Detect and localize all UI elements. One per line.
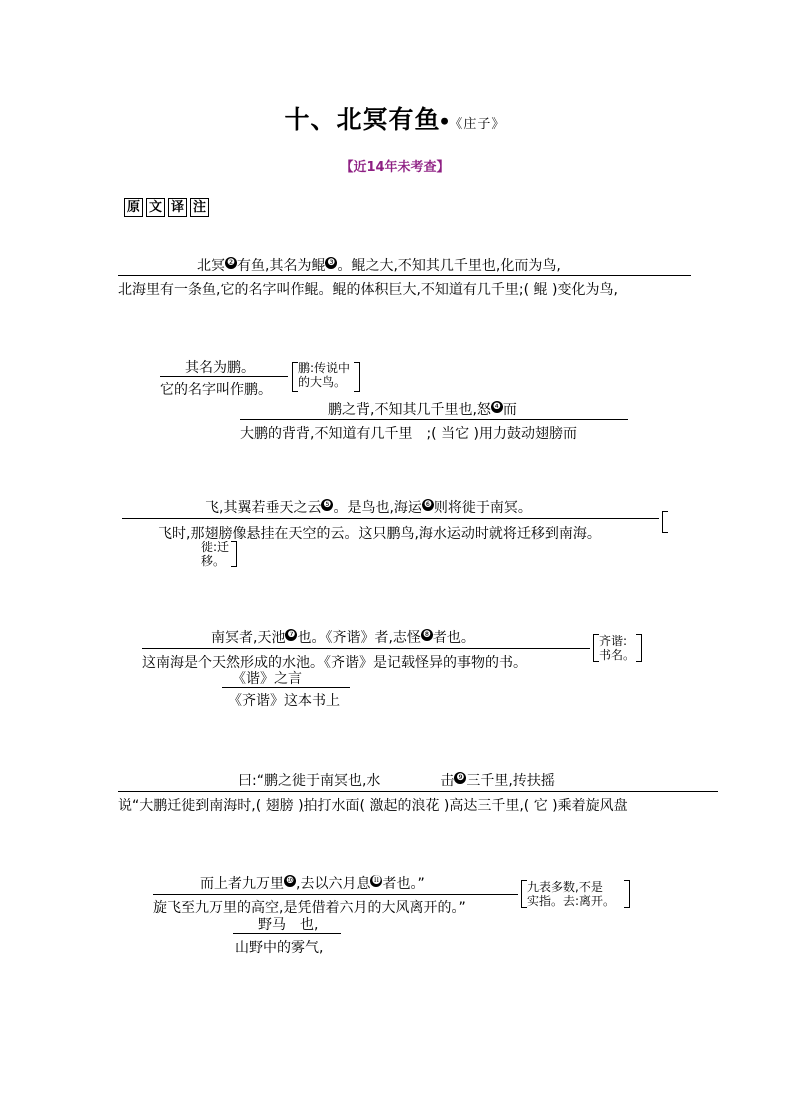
note-line: 九表多数,不是 xyxy=(527,880,603,894)
translation-line: 山野中的雾气, xyxy=(235,940,324,956)
divider-line xyxy=(122,518,659,519)
note-bracket xyxy=(662,511,668,533)
footnote-marker: ❸ xyxy=(327,258,336,268)
text-segment: ,去以六月息 xyxy=(296,876,371,892)
translation-line: 《齐谐》这本书上 xyxy=(228,693,340,709)
text-segment: 者也。 xyxy=(432,630,475,646)
section-char: 译 xyxy=(168,198,187,217)
text-segment: 有鱼,其名为鲲 xyxy=(237,258,326,274)
text-segment: 北冥 xyxy=(197,258,225,274)
section-char: 注 xyxy=(190,198,209,217)
text-segment: 曰:“鹏之徙于南冥也,水 xyxy=(238,773,381,789)
original-line: 其名为鹏。 xyxy=(185,360,255,376)
title-dot: ● xyxy=(440,116,450,127)
divider-line xyxy=(118,275,691,276)
annotation-note xyxy=(298,361,350,389)
note-line: 的大鸟。 xyxy=(298,375,347,389)
footnote-marker: ❺ xyxy=(323,500,332,510)
footnote-marker: ❼ xyxy=(287,630,296,640)
original-line xyxy=(205,497,532,517)
note-line: 齐谐: xyxy=(599,634,628,648)
original-line: 《谐》之言 xyxy=(232,671,302,687)
translation-line: 旋飞至九万里的高空,是凭借着六月的大风离开的。” xyxy=(153,900,466,916)
divider-line xyxy=(153,894,518,895)
text-segment: 击 xyxy=(440,773,455,789)
text-segment: 者也。” xyxy=(382,876,425,892)
footnote-marker: ❽ xyxy=(422,630,431,640)
original-line xyxy=(238,770,555,790)
divider-line xyxy=(222,687,350,688)
note-bracket xyxy=(354,362,360,392)
text-segment: 鹏之背,不知其几千里也,怒 xyxy=(328,402,491,418)
section-char: 原 xyxy=(124,198,143,217)
annotation-note xyxy=(527,880,615,908)
exam-note: 【近14年未考查】 xyxy=(340,160,450,175)
divider-line xyxy=(142,648,590,649)
note-line: 徙:迁 xyxy=(201,540,230,554)
section-label xyxy=(124,198,209,217)
divider-line xyxy=(240,419,628,420)
note-line: 书名。 xyxy=(599,648,636,662)
page-title xyxy=(0,100,790,136)
text-segment: 三千里,抟扶摇 xyxy=(466,773,555,789)
annotation-note xyxy=(599,634,635,662)
translation-line: 说“大鹏迁徙到南海时,( 翅膀 )拍打水面( 激起的浪花 )高达三千里,( 它 )乘着旋风盘 xyxy=(118,798,628,814)
translation-line: 北海里有一条鱼,它的名字叫作鲲。鲲的体积巨大,不知道有几千里;( 鲲 )变化为鸟, xyxy=(118,282,618,298)
translation-line: 它的名字叫作鹏。 xyxy=(160,382,272,398)
divider-line xyxy=(233,933,341,934)
note-bracket xyxy=(636,634,642,662)
translation-line: 大鹏的背背,不知道有几千里 ;( 当它 )用力鼓动翅膀而 xyxy=(240,426,577,442)
divider-line xyxy=(118,791,718,792)
footnote-marker: ❻ xyxy=(423,500,432,510)
note-bracket xyxy=(624,880,630,908)
text-segment: 。鲲之大,不知其几千里也,化而为鸟, xyxy=(337,258,561,274)
text-segment: 。是鸟也,海运 xyxy=(333,500,422,516)
text-segment: 则将徙于南冥。 xyxy=(433,500,532,516)
title-source: 《庄子》 xyxy=(449,117,506,132)
section-char: 文 xyxy=(146,198,165,217)
original-line xyxy=(200,873,425,893)
translation-line: 飞时,那翅膀像悬挂在天空的云。这只鹏鸟,海水运动时就将迁移到南海。 xyxy=(158,526,601,542)
note-bracket xyxy=(231,541,237,567)
footnote-marker: ❹ xyxy=(492,402,501,412)
original-line xyxy=(328,399,517,419)
footnote-marker: ⓫ xyxy=(371,876,381,886)
original-line: 野马 也, xyxy=(258,917,319,933)
note-line: 移。 xyxy=(201,554,226,568)
text-segment: 而上者九万里 xyxy=(200,876,284,892)
footnote-marker: ❷ xyxy=(226,258,236,268)
original-line xyxy=(211,627,475,647)
title-main: 十、北冥有鱼 xyxy=(284,105,441,134)
annotation-note xyxy=(201,540,229,568)
footnote-marker: ❿ xyxy=(285,876,295,886)
translation-line: 这南海是个天然形成的水池。《齐谐》是记载怪异的事物的书。 xyxy=(142,655,527,671)
text-segment: 飞,其翼若垂天之云 xyxy=(205,500,322,516)
note-line: 实指。去:离开。 xyxy=(527,894,616,908)
footnote-marker: ❾ xyxy=(456,773,465,783)
text-segment: 而 xyxy=(502,402,517,418)
text-segment: 也。《齐谐》者,志怪 xyxy=(297,630,421,646)
divider-line xyxy=(160,376,288,377)
text-segment: 南冥者,天池 xyxy=(211,630,286,646)
original-line xyxy=(197,255,561,275)
note-line: 鹏:传说中 xyxy=(298,361,351,375)
